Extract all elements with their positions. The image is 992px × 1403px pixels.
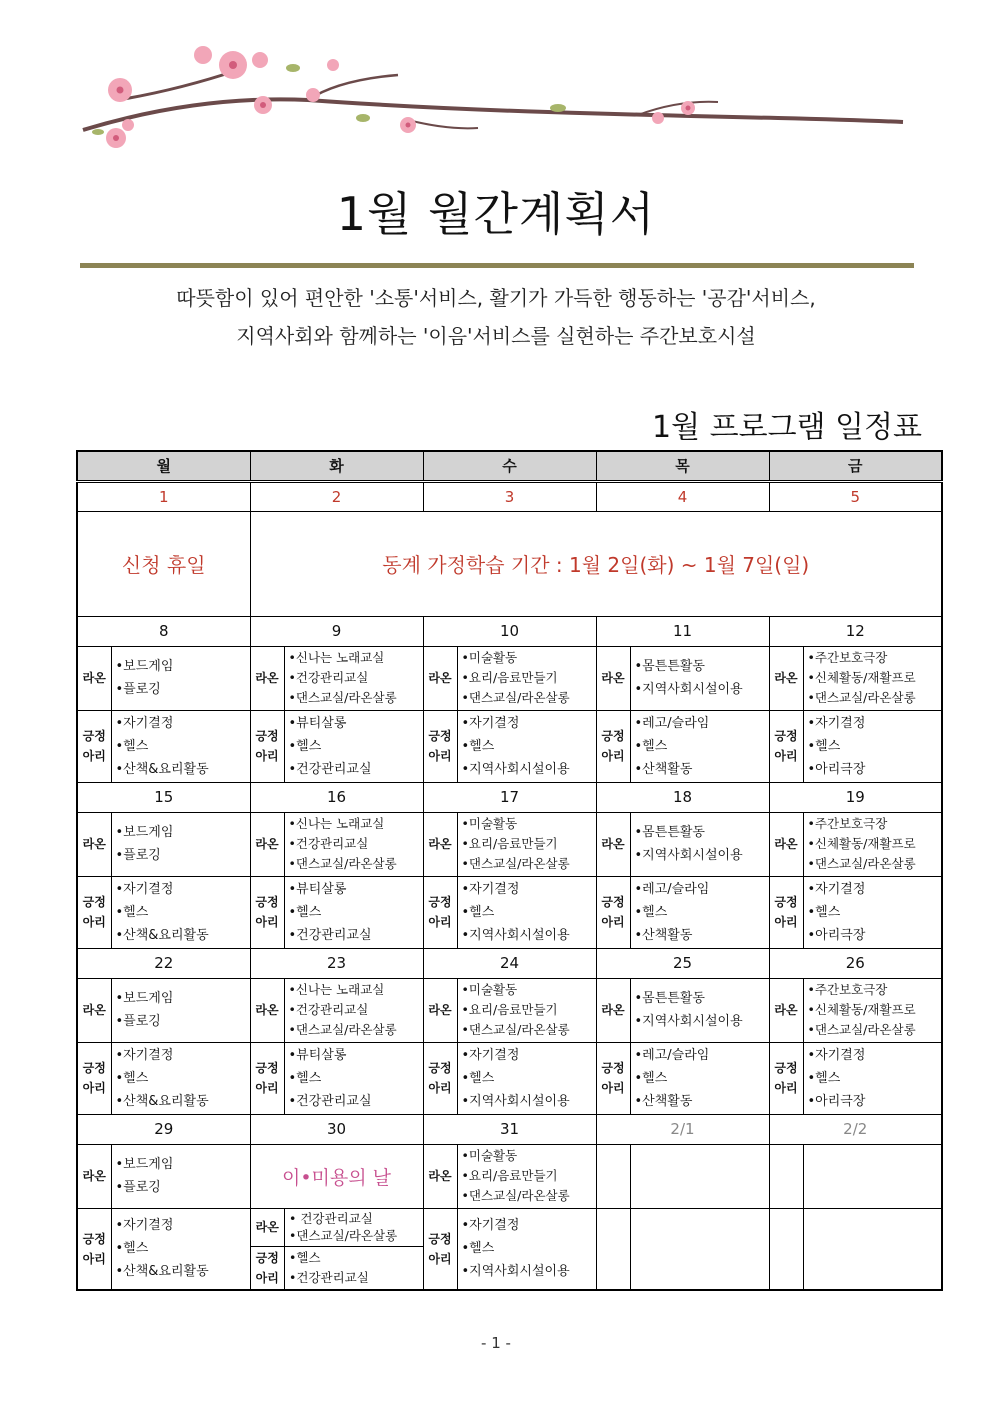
- ari-label-text: 아리: [774, 749, 798, 763]
- program-item: •헬스: [634, 1070, 668, 1086]
- weekday-header: 목: [596, 451, 769, 481]
- program-item: •산책&요리활동: [115, 1264, 209, 1279]
- rao-programs: [111, 978, 250, 1042]
- program-item: •신나는 노래교실: [288, 982, 385, 997]
- program-item: •헬스: [288, 1070, 322, 1086]
- program-item: •헬스: [634, 904, 668, 920]
- ari-label-text: 아리: [255, 749, 279, 763]
- geungari-programs: [284, 876, 423, 948]
- rao-programs: [284, 978, 423, 1042]
- rao-label-text: 라온: [255, 837, 279, 851]
- ari-label-text: 아리: [601, 1081, 625, 1095]
- rao-label: [769, 812, 803, 876]
- date-cell: 25: [596, 948, 769, 978]
- rao-label-text: 라온: [82, 1003, 106, 1017]
- program-item: •지역사회시설이용: [461, 1264, 570, 1279]
- cherry-blossom-branch-illustration: [78, 40, 908, 160]
- ari-label-text: 아리: [255, 1081, 279, 1095]
- geung-label-text: 긍정: [601, 1061, 625, 1075]
- rao-label: [77, 978, 111, 1042]
- date-cell: 19: [769, 782, 942, 812]
- holiday-cell: 신청 휴일: [77, 511, 250, 616]
- empty-cell: [596, 1208, 630, 1290]
- geungari-label: [423, 1042, 457, 1114]
- program-item: •자기결정: [461, 715, 520, 731]
- rao-programs: [284, 646, 423, 710]
- geung-label-text: 긍정: [774, 1061, 798, 1075]
- geungari-label: [251, 1247, 285, 1289]
- program-item: •보드게임: [115, 825, 174, 840]
- rao-label-text: 라온: [428, 837, 452, 851]
- program-item: •건강관리교실: [288, 670, 369, 685]
- geungari-label: [769, 876, 803, 948]
- rao-label-text: 라온: [601, 671, 625, 685]
- empty-cell: [630, 1144, 769, 1208]
- rao-programs: [285, 1209, 423, 1247]
- program-item: •지역사회시설이용: [634, 682, 743, 697]
- program-item: •플로깅: [115, 848, 161, 863]
- rao-programs: [803, 978, 942, 1042]
- rao-label: [769, 978, 803, 1042]
- ari-label-text: 아리: [428, 749, 452, 763]
- date-cell: 24: [423, 948, 596, 978]
- date-cell: 31: [423, 1114, 596, 1144]
- program-item: •댄스교실/라온살롱: [288, 690, 397, 705]
- geungari-programs: [803, 1042, 942, 1114]
- rao-label-text: 라온: [255, 1003, 279, 1017]
- geungari-programs: [630, 1042, 769, 1114]
- geung-label-text: 긍정: [428, 895, 452, 909]
- program-item: •미술활동: [461, 1148, 518, 1163]
- program-calendar: [76, 450, 943, 1291]
- date-row: [77, 1114, 942, 1144]
- rao-label: [596, 812, 630, 876]
- geungari-programs: [803, 710, 942, 782]
- geungari-programs: [111, 1208, 250, 1290]
- weekday-header: 수: [423, 451, 596, 481]
- program-item: •건강관리교실: [288, 1093, 372, 1109]
- geungari-row: [77, 710, 942, 782]
- program-item: •주간보호극장: [807, 650, 888, 665]
- ari-label-text: 아리: [82, 749, 106, 763]
- date-row: [77, 782, 942, 812]
- program-item: •헬스: [461, 1241, 495, 1256]
- program-item: •신체활동/재활프로: [807, 1002, 916, 1017]
- program-item: •지역사회시설이용: [461, 927, 570, 943]
- date-row: [77, 948, 942, 978]
- geungari-label: [250, 710, 284, 782]
- program-item: •건강관리교실: [289, 1269, 369, 1285]
- rao-label-text: 라온: [428, 1169, 452, 1183]
- rao-programs: [803, 646, 942, 710]
- program-item: •뷰티살롱: [288, 715, 347, 731]
- program-item: •댄스교실/라온살롱: [289, 1228, 398, 1244]
- geung-label-text: 긍정: [428, 729, 452, 743]
- program-item: •산책&요리활동: [115, 927, 209, 943]
- empty-cell: [803, 1144, 942, 1208]
- geungari-label: [250, 876, 284, 948]
- rao-label-text: 라온: [82, 837, 106, 851]
- geung-label-text: 긍정: [774, 895, 798, 909]
- date-cell: 16: [250, 782, 423, 812]
- program-item: •헬스: [461, 904, 495, 920]
- intro-line-1: 따뜻함이 있어 편안한 '소통'서비스, 활기가 가득한 행동하는 '공감'서비스,: [176, 286, 816, 310]
- program-item: •건강관리교실: [288, 1002, 369, 1017]
- geungari-label: [769, 710, 803, 782]
- program-item: •자기결정: [461, 881, 520, 897]
- rao-programs: [111, 812, 250, 876]
- date-cell: 30: [250, 1114, 423, 1144]
- date-cell: 2: [250, 481, 423, 511]
- date-cell: 1: [77, 481, 250, 511]
- geungari-row: [77, 876, 942, 948]
- geungari-programs: [630, 876, 769, 948]
- program-item: •플로깅: [115, 682, 161, 697]
- program-item: •레고/슬라임: [634, 881, 710, 897]
- program-item: •댄스교실/라온살롱: [461, 1188, 570, 1203]
- rao-label: [596, 978, 630, 1042]
- program-item: •보드게임: [115, 1157, 174, 1172]
- geungari-label: [596, 710, 630, 782]
- geung-label-text: 긍정: [255, 895, 279, 909]
- ari-label-text: 아리: [82, 1081, 106, 1095]
- program-item: •댄스교실/라온살롱: [461, 1022, 570, 1037]
- rao-label: [423, 646, 457, 710]
- program-item: •댄스교실/라온살롱: [288, 1022, 397, 1037]
- date-cell: 26: [769, 948, 942, 978]
- ari-label-text: 아리: [255, 1270, 279, 1285]
- geung-label-text: 긍정: [82, 1231, 106, 1246]
- vacation-period-cell: 동계 가정학습 기간 : 1월 2일(화) ~ 1월 7일(일): [250, 511, 942, 616]
- geung-label-text: 긍정: [601, 729, 625, 743]
- weekday-header: 금: [769, 451, 942, 481]
- tuesday-geungari-row: [251, 1247, 423, 1289]
- rao-row: [77, 978, 942, 1042]
- ari-label-text: 아리: [255, 915, 279, 929]
- program-item: •헬스: [288, 904, 322, 920]
- program-item: •헬스: [807, 904, 841, 920]
- program-item: •미술활동: [461, 982, 518, 997]
- ari-label-text: 아리: [428, 1081, 452, 1095]
- geungari-row: [77, 1042, 942, 1114]
- date-cell: 11: [596, 616, 769, 646]
- program-item: •아리극장: [807, 1093, 866, 1109]
- empty-cell: [630, 1208, 769, 1290]
- program-item: •뷰티살롱: [288, 1047, 347, 1063]
- rao-label-text: 라온: [601, 837, 625, 851]
- rao-programs: [803, 812, 942, 876]
- program-item: •헬스: [461, 738, 495, 754]
- program-item: •건강관리교실: [288, 836, 369, 851]
- rao-label: [77, 646, 111, 710]
- program-item: •아리극장: [807, 761, 866, 777]
- rao-programs: [284, 812, 423, 876]
- program-item: •헬스: [289, 1249, 321, 1265]
- geungari-label: [423, 1208, 457, 1290]
- rao-programs: [630, 978, 769, 1042]
- rao-programs: [630, 812, 769, 876]
- geungari-programs: [457, 1042, 596, 1114]
- program-item: •산책활동: [634, 761, 693, 777]
- program-item: •헬스: [115, 1070, 149, 1086]
- program-item: •댄스교실/라온살롱: [807, 856, 916, 871]
- title-divider: [80, 263, 914, 268]
- ari-label-text: 아리: [428, 915, 452, 929]
- program-item: •지역사회시설이용: [461, 761, 570, 777]
- program-item: •헬스: [115, 738, 149, 754]
- program-item: •자기결정: [115, 1047, 174, 1063]
- program-item: •자기결정: [807, 715, 866, 731]
- rao-row: [77, 812, 942, 876]
- geung-label-text: 긍정: [428, 1061, 452, 1075]
- program-item: •몸튼튼활동: [634, 991, 705, 1006]
- week1-event-row: [77, 511, 942, 616]
- program-item: •헬스: [461, 1070, 495, 1086]
- date-cell: 2/1: [596, 1114, 769, 1144]
- program-item: •댄스교실/라온살롱: [807, 690, 916, 705]
- geungari-label: [77, 1208, 111, 1290]
- geungari-programs: [285, 1247, 423, 1289]
- geungari-programs: [803, 876, 942, 948]
- date-cell: 4: [596, 481, 769, 511]
- weekday-header-row: [77, 451, 942, 481]
- program-item: •산책&요리활동: [115, 761, 209, 777]
- tuesday-split-cell: [250, 1208, 423, 1290]
- program-item: •자기결정: [115, 881, 174, 897]
- program-item: •미술활동: [461, 650, 518, 665]
- empty-cell: [596, 1144, 630, 1208]
- geung-label-text: 긍정: [255, 729, 279, 743]
- program-item: •신나는 노래교실: [288, 816, 385, 831]
- weekday-header: 월: [77, 451, 250, 481]
- program-item: •자기결정: [115, 1218, 174, 1233]
- rao-label: [423, 1144, 457, 1208]
- program-item: •댄스교실/라온살롱: [288, 856, 397, 871]
- empty-cell: [769, 1144, 803, 1208]
- geung-label-text: 긍정: [601, 895, 625, 909]
- date-cell: 15: [77, 782, 250, 812]
- rao-label: [423, 812, 457, 876]
- program-item: •신체활동/재활프로: [807, 836, 916, 851]
- ari-label-text: 아리: [601, 749, 625, 763]
- ari-label-text: 아리: [82, 1251, 106, 1266]
- program-item: •보드게임: [115, 991, 174, 1006]
- date-cell: 29: [77, 1114, 250, 1144]
- geungari-label: [250, 1042, 284, 1114]
- program-item: •댄스교실/라온살롱: [461, 690, 570, 705]
- program-item: •건강관리교실: [288, 927, 372, 943]
- geungari-programs: [284, 710, 423, 782]
- program-item: •자기결정: [461, 1047, 520, 1063]
- week1-date-row: [77, 481, 942, 511]
- rao-label: [596, 646, 630, 710]
- geung-label-text: 긍정: [82, 729, 106, 743]
- program-item: •자기결정: [115, 715, 174, 731]
- weekday-header: 화: [250, 451, 423, 481]
- ari-label-text: 아리: [428, 1251, 452, 1266]
- program-item: •플로깅: [115, 1014, 161, 1029]
- date-cell: 23: [250, 948, 423, 978]
- program-item: •자기결정: [461, 1218, 520, 1233]
- rao-label-text: 라온: [774, 1003, 798, 1017]
- program-item: •헬스: [634, 738, 668, 754]
- program-item: •요리/음료만들기: [461, 670, 558, 685]
- geungari-label: [77, 876, 111, 948]
- program-item: •뷰티살롱: [288, 881, 347, 897]
- ari-label-text: 아리: [774, 1081, 798, 1095]
- geungari-programs: [630, 710, 769, 782]
- rao-label-text: 라온: [255, 1220, 279, 1235]
- geungari-label: [77, 1042, 111, 1114]
- rao-row: [77, 1144, 942, 1208]
- program-item: •헬스: [807, 1070, 841, 1086]
- program-item: •레고/슬라임: [634, 715, 710, 731]
- date-cell: 10: [423, 616, 596, 646]
- program-item: •요리/음료만들기: [461, 836, 558, 851]
- rao-label-text: 라온: [601, 1003, 625, 1017]
- program-item: •신체활동/재활프로: [807, 670, 916, 685]
- geungari-label: [77, 710, 111, 782]
- date-cell: 2/2: [769, 1114, 942, 1144]
- date-cell: 8: [77, 616, 250, 646]
- program-item: •요리/음료만들기: [461, 1168, 558, 1183]
- date-cell: 9: [250, 616, 423, 646]
- geungari-label: [423, 876, 457, 948]
- rao-label: [251, 1209, 285, 1247]
- geungari-label: [423, 710, 457, 782]
- date-cell: 22: [77, 948, 250, 978]
- rao-label: [769, 646, 803, 710]
- rao-label-text: 라온: [428, 671, 452, 685]
- program-item: •레고/슬라임: [634, 1047, 710, 1063]
- page-number: - 1 -: [481, 1334, 511, 1352]
- program-item: •플로깅: [115, 1180, 161, 1195]
- rao-label-text: 라온: [82, 671, 106, 685]
- beauty-day-cell: 이•미용의 날: [250, 1144, 423, 1208]
- page-title: 1월 월간계획서: [336, 187, 656, 241]
- rao-label: [77, 1144, 111, 1208]
- geungari-label: [596, 876, 630, 948]
- program-item: •산책&요리활동: [115, 1093, 209, 1109]
- program-item: •헬스: [115, 1241, 149, 1256]
- tuesday-rao-row: [251, 1209, 423, 1247]
- tuesday-split-table: [251, 1209, 423, 1289]
- geung-label-text: 긍정: [255, 1061, 279, 1075]
- empty-cell: [769, 1208, 803, 1290]
- geung-label-text: 긍정: [255, 1250, 279, 1265]
- rao-label: [77, 812, 111, 876]
- program-item: •지역사회시설이용: [634, 1014, 743, 1029]
- rao-programs: [111, 1144, 250, 1208]
- ari-label-text: 아리: [82, 915, 106, 929]
- program-item: •지역사회시설이용: [634, 848, 743, 863]
- program-item: •헬스: [807, 738, 841, 754]
- date-cell: 5: [769, 481, 942, 511]
- program-item: •몸튼튼활동: [634, 825, 705, 840]
- geung-label-text: 긍정: [82, 895, 106, 909]
- rao-label-text: 라온: [82, 1169, 106, 1183]
- geungari-programs: [457, 876, 596, 948]
- rao-programs: [630, 646, 769, 710]
- intro-line-2: 지역사회와 함께하는 '이음'서비스를 실현하는 주간보호시설: [236, 324, 756, 348]
- program-item: •산책활동: [634, 927, 693, 943]
- geung-label-text: 긍정: [428, 1231, 452, 1246]
- empty-cell: [803, 1208, 942, 1290]
- ari-label-text: 아리: [601, 915, 625, 929]
- rao-label-text: 라온: [774, 837, 798, 851]
- date-cell: 18: [596, 782, 769, 812]
- rao-label-text: 라온: [774, 671, 798, 685]
- program-item: •보드게임: [115, 659, 174, 674]
- program-item: •댄스교실/라온살롱: [461, 856, 570, 871]
- geungari-programs: [457, 710, 596, 782]
- rao-programs: [457, 812, 596, 876]
- program-item: •헬스: [288, 738, 322, 754]
- rao-label: [250, 646, 284, 710]
- geungari-label: [769, 1042, 803, 1114]
- rao-row: [77, 646, 942, 710]
- date-cell: 3: [423, 481, 596, 511]
- program-item: •지역사회시설이용: [461, 1093, 570, 1109]
- geungari-programs: [111, 876, 250, 948]
- geungari-programs: [457, 1208, 596, 1290]
- program-item: •헬스: [115, 904, 149, 920]
- geungari-programs: [111, 1042, 250, 1114]
- program-item: •신나는 노래교실: [288, 650, 385, 665]
- date-row: [77, 616, 942, 646]
- geungari-programs: [284, 1042, 423, 1114]
- schedule-title: 1월 프로그램 일정표: [652, 410, 922, 445]
- rao-label: [423, 978, 457, 1042]
- program-item: •요리/음료만들기: [461, 1002, 558, 1017]
- rao-programs: [111, 646, 250, 710]
- geungari-label: [596, 1042, 630, 1114]
- date-cell: 17: [423, 782, 596, 812]
- program-item: • 건강관리교실: [289, 1211, 373, 1227]
- rao-programs: [457, 978, 596, 1042]
- rao-label-text: 라온: [428, 1003, 452, 1017]
- geungari-programs: [111, 710, 250, 782]
- rao-label-text: 라온: [255, 671, 279, 685]
- program-item: •산책활동: [634, 1093, 693, 1109]
- program-item: •몸튼튼활동: [634, 659, 705, 674]
- rao-programs: [457, 1144, 596, 1208]
- rao-label: [250, 978, 284, 1042]
- program-item: •댄스교실/라온살롱: [807, 1022, 916, 1037]
- geung-label-text: 긍정: [82, 1061, 106, 1075]
- geungari-row: [77, 1208, 942, 1290]
- program-item: •미술활동: [461, 816, 518, 831]
- program-item: •자기결정: [807, 881, 866, 897]
- program-item: •아리극장: [807, 927, 866, 943]
- rao-programs: [457, 646, 596, 710]
- geung-label-text: 긍정: [774, 729, 798, 743]
- date-cell: 12: [769, 616, 942, 646]
- program-item: •건강관리교실: [288, 761, 372, 777]
- program-item: •주간보호극장: [807, 982, 888, 997]
- ari-label-text: 아리: [774, 915, 798, 929]
- program-item: •자기결정: [807, 1047, 866, 1063]
- rao-label: [250, 812, 284, 876]
- program-item: •주간보호극장: [807, 816, 888, 831]
